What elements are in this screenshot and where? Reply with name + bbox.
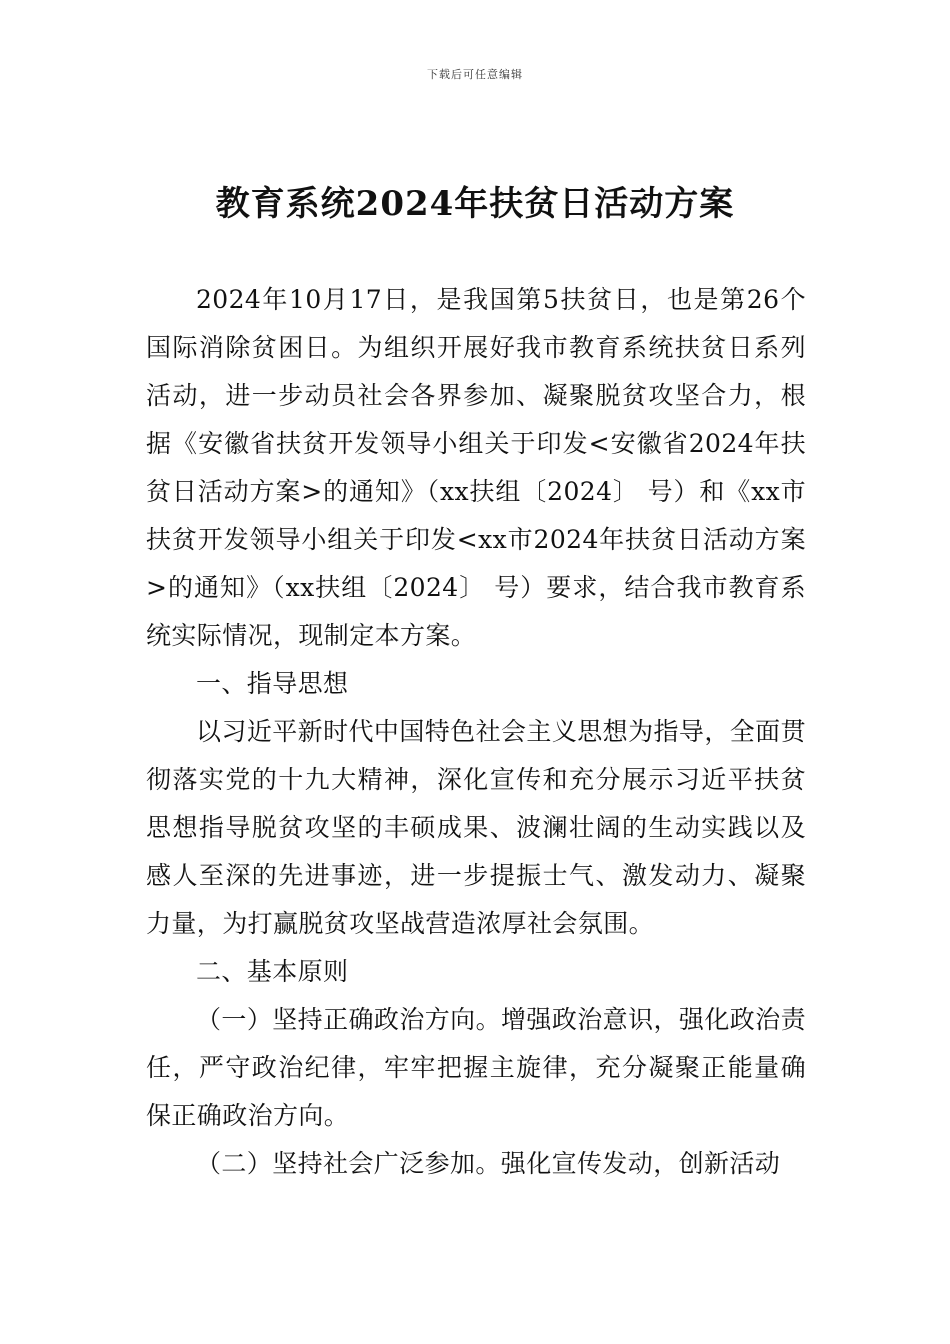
- intro-paragraph: 2024年10月17日，是我国第5扶贫日，也是第26个国际消除贫困日。为组织开展好我市教育系统扶贫日系列活动，进一步动员社会各界参加、凝聚脱贫攻坚合力，根据《安徽省扶贫开发领导小组关于印发<安徽省2024年扶贫日活动方案>的通知》（xx扶组〔2024〕 号）和《xx市扶贫开发领导小组关于印发<xx市2024年扶贫日活动方案>的通知》（xx扶组〔2024〕 号）要求，结合我市教育系统实际情况，现制定本方案。: [146, 285, 806, 650]
- principle-paragraph-2: （二）坚持社会广泛参加。强化宣传发动，创新活动: [196, 1149, 781, 1178]
- document-body: [146, 276, 806, 1188]
- document-title: 教育系统2024年扶贫日活动方案: [215, 184, 735, 224]
- section-heading-basic-principles: 二、基本原则: [196, 957, 349, 986]
- guiding-ideology-paragraph: 以习近平新时代中国特色社会主义思想为指导，全面贯彻落实党的十九大精神，深化宣传和充分展示习近平扶贫思想指导脱贫攻坚的丰硕成果、波澜壮阔的生动实践以及感人至深的先进事迹，进一步提振士气、激发动力、凝聚力量，为打赢脱贫攻坚战营造浓厚社会氛围。: [146, 717, 806, 938]
- section-heading-guiding-ideology: 一、指导思想: [196, 669, 349, 698]
- header-note: 下载后可任意编辑: [427, 68, 523, 81]
- principle-paragraph-1: （一）坚持正确政治方向。增强政治意识，强化政治责任，严守政治纪律，牢牢把握主旋律，充分凝聚正能量确保正确政治方向。: [146, 1005, 806, 1130]
